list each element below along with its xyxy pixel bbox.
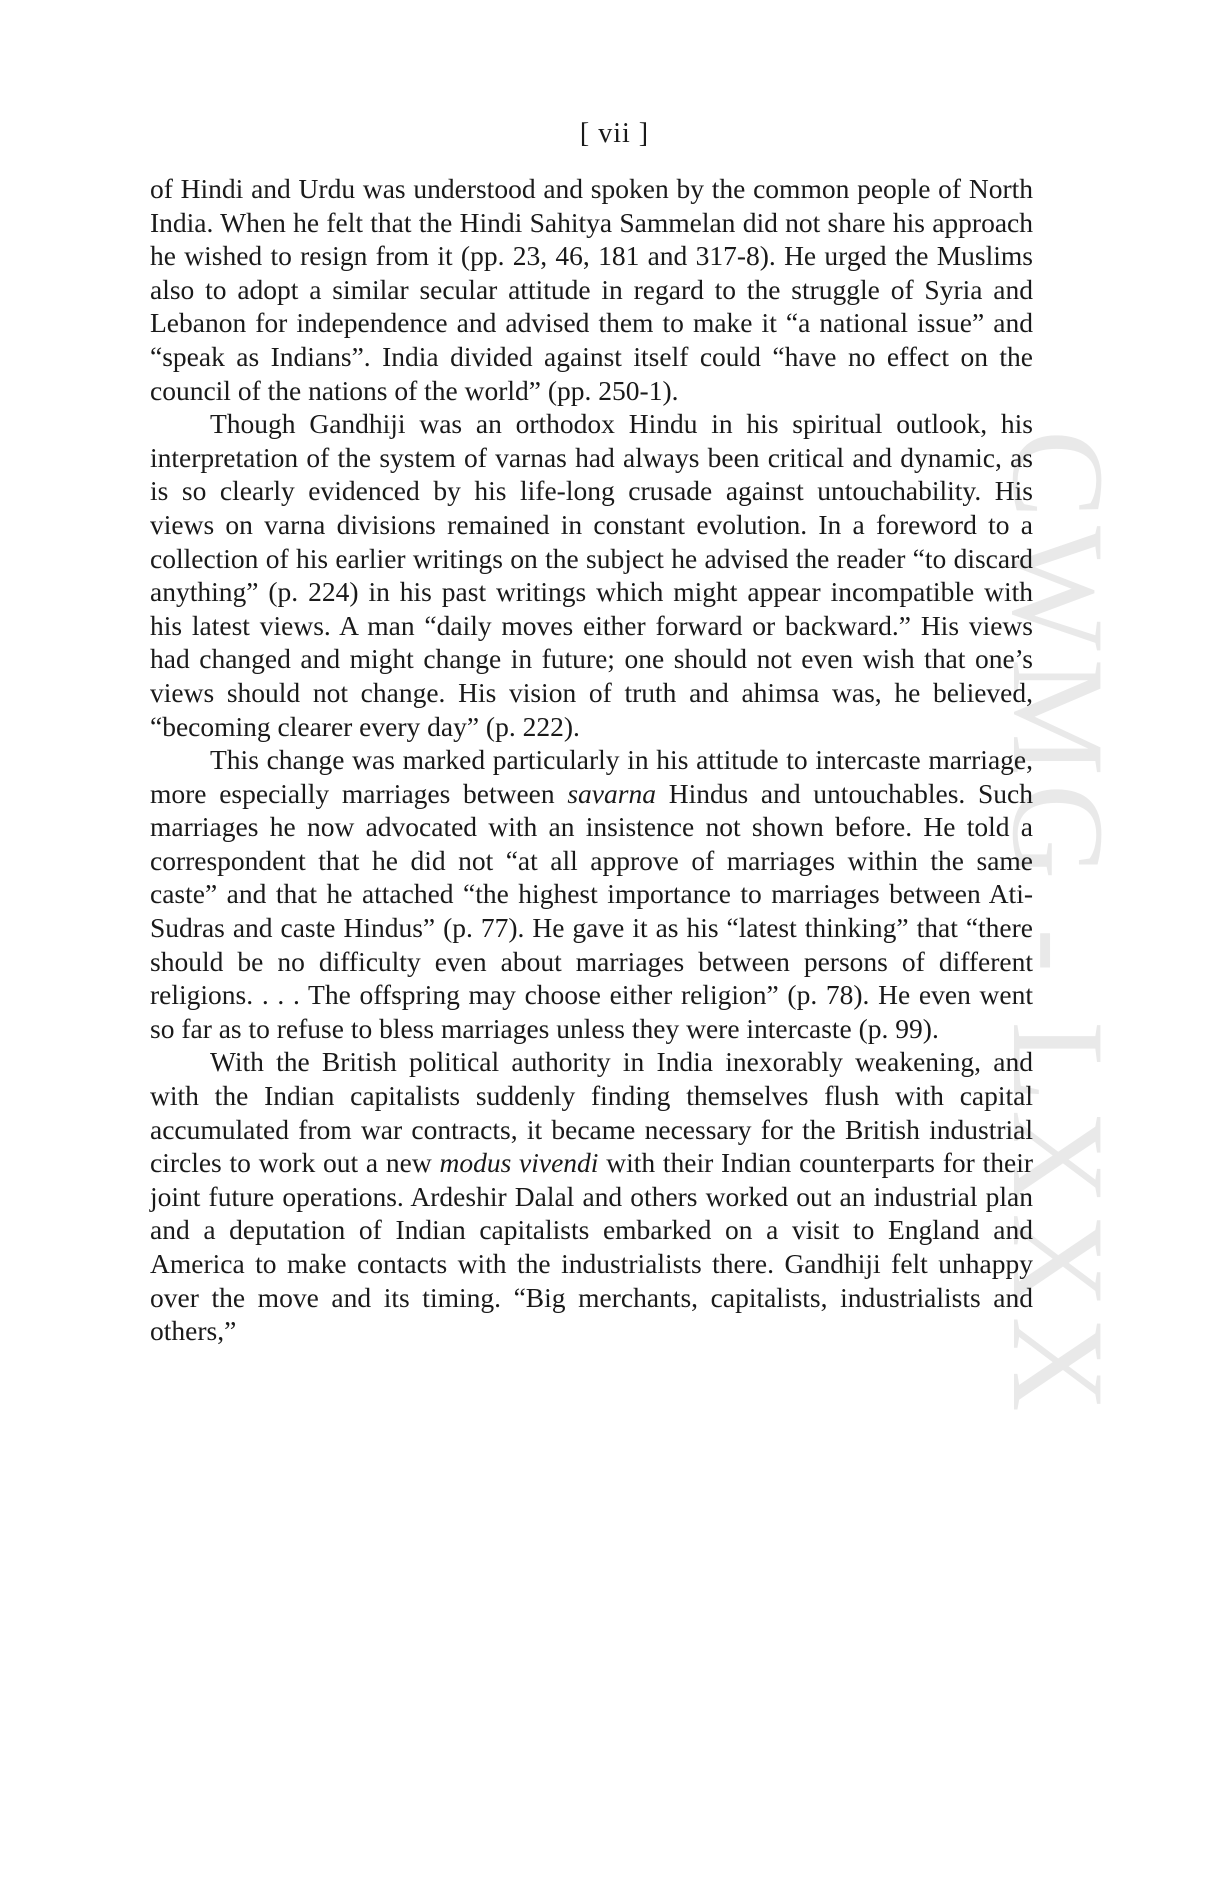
watermark-text: CWMG - LXXX xyxy=(985,430,1132,1420)
page-number: [ vii ] xyxy=(579,118,650,149)
paragraph-1 xyxy=(150,172,1033,407)
paragraph-4 xyxy=(150,1045,1033,1347)
paragraph-3-text-b: Hindus and untouchables. Such marriages he now advocated with an insistence not shown before. He told a correspondent that he did not “at all approve of marriages within the same caste” and that he attached “the highest importance to marriages between Ati-Sudras and caste Hindus” (p. 77). He gave it as his “latest thinking” that “there should be no difficulty even about marriages between persons of different religions. . . . The offspring may choose either religion” (p. 78). He even went so far as to refuse to bless marriages unless they were intercaste (p. 99). xyxy=(150,777,1033,1044)
paragraph-2-text: Though Gandhiji was an orthodox Hindu in his spiritual outlook, his interpretation of the system of varnas had always been critical and dynamic, as is so clearly evidenced by his life-long crusade against untouchability. His views on varna divisions remained in constant evolution. In a foreword to a collection of his earlier writings on the subject he advised the reader “to discard anything” (p. 224) in his past writings which might appear incompatible with his latest views. A man “daily moves either forward or backward.” His views had changed and might change in future; one should not even wish that one’s views should not change. His vision of truth and ahimsa was, he believed, “becoming clearer every day” (p. 222). xyxy=(150,408,1033,742)
paragraph-3-text-a: This change was marked particularly in his attitude to intercaste marriage, more especially marriages between xyxy=(150,744,1033,809)
paragraph-4-text-a: With the British political authority in India inexorably weakening, and with the Indian capitalists suddenly finding themselves flush with capital accumulated from war contracts, it became necessary for the British industrial circles to work out a new xyxy=(150,1046,1033,1179)
paragraph-1-text: of Hindi and Urdu was understood and spoken by the common people of North India. When he felt that the Hindi Sahitya Sammelan did not share his approach he wished to resign from it (pp. 23, 46, 181 and 317-8). He urged the Muslims also to adopt a similar secular attitude in regard to the struggle of Syria and Lebanon for independence and advised them to make it “a national issue” and “speak as Indians”. India divided against itself could “have no effect on the council of the nations of the world” (pp. 250-1). xyxy=(150,173,1033,406)
paragraph-3 xyxy=(150,743,1033,1045)
paragraph-4-italic-term: modus vivendi xyxy=(439,1147,599,1179)
paragraph-3-italic-term: savarna xyxy=(567,777,656,809)
paragraph-2 xyxy=(150,407,1033,743)
body-text xyxy=(150,172,1033,1348)
paragraph-4-text-b: with their Indian counterparts for their joint future operations. Ardeshir Dalal and others worked out an industrial plan and a deputation of Indian capitalists embarked on a visit to England and America to make contacts with the industrialists there. Gandhiji felt unhappy over the move and its timing. “Big merchants, capitalists, industrialists and others,” xyxy=(150,1147,1033,1347)
